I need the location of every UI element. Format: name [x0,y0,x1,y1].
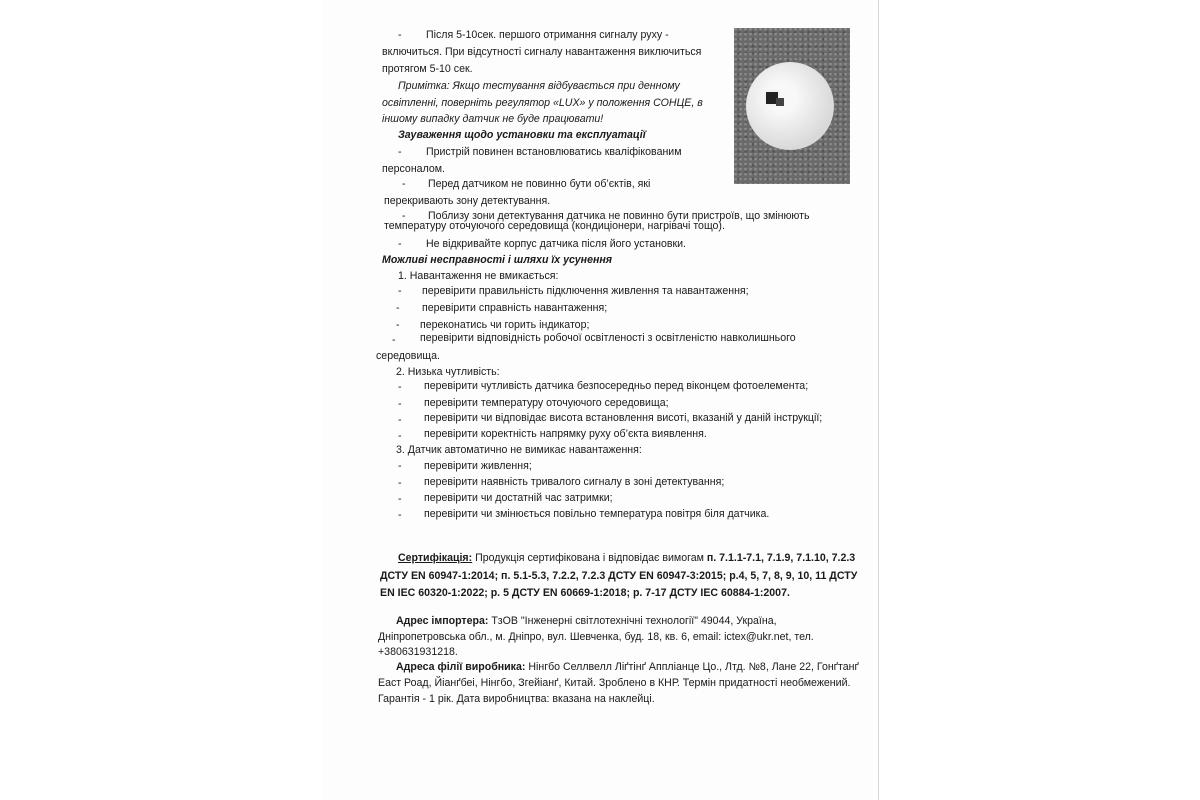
fault3-item-a: перевірити живлення; [424,460,532,472]
bullet-dash: - [398,285,402,297]
install-item3-line2: температуру оточуючого середовища (кондиціонери, нагрівачі тощо). [384,220,725,232]
fault1-item-b: перевірити справність навантаження; [422,302,608,314]
bullet-dash: - [398,414,402,426]
cert-label: Сертифікація: [398,552,473,564]
bullet-dash: - [392,334,396,346]
cert-standards: п. 7.1.1-7.1, 7.1.9, 7.1.10, 7.2.3 [706,552,856,564]
fault1-item-a: перевірити правильність підключення живлення та навантаження; [422,285,749,297]
bullet-dash: - [398,509,402,521]
cert-line1 [398,551,855,565]
fault2-title: 2. Низька чутливість: [396,366,500,378]
bullet-dash: - [398,146,402,158]
cert-line2: ДСТУ EN 60947-1:2014; п. 5.1-5.3, 7.2.2, 7.2.3 ДСТУ EN 60947-3:2015; р.4, 5, 7, 8, 9, 10, 11 ДСТУ [380,570,858,582]
sensor-photo [734,28,850,184]
fault2-item-c: перевірити чи відповідає висота встановлення висоті, вказаній у даній інструкції; [424,412,823,424]
install-heading: Зауваження щодо установки та експлуатації [398,129,646,141]
bullet-dash: - [398,398,402,410]
manufacturer-line2: Еаст Роад, Йіанґбеі, Нінгбо, Згейіанґ, Китай. Зроблено в КНР. Термін придатності необмежений. [378,677,851,689]
fault3-item-c: перевірити чи достатній час затримки; [424,492,613,504]
cert-text: Продукція сертифікована і відповідає вимогам [472,552,707,564]
importer-line3: +380631931218. [378,646,458,658]
p1-line1: Після 5-10сек. першого отримання сигналу руху - [426,29,669,41]
faults-heading: Можливі несправності і шляхи їх усунення [382,254,612,266]
manufacturer-line1 [396,660,859,674]
manufacturer-label: Адреса філії виробника: [396,661,526,673]
importer-label: Адрес імпортера: [396,615,489,627]
install-item2-line2: перекривають зону детектування. [384,195,551,207]
sensor-indicator-dot [776,98,784,106]
p1-line2: включиться. При відсутності сигналу навантаження виключиться [382,46,702,58]
fault2-item-b: перевірити температуру оточуючого середовища; [424,397,669,409]
install-item4: Не відкривайте корпус датчика після його установки. [426,238,686,250]
importer-line2: Дніпропетровська обл., м. Дніпро, вул. Шевченка, буд. 18, кв. 6, email: ictex@ukr.net, тел. [378,631,814,643]
bullet-dash: - [398,381,402,393]
fault1-item-d-line1: перевірити відповідність робочої освітленості з освітленістю навколишнього [420,332,796,344]
install-item1-line2: персоналом. [382,163,445,175]
bullet-dash: - [398,430,402,442]
importer-name: ТзОВ "Інженерні світлотехнічні технології" 49044, Україна, [488,615,777,627]
cert-line3: EN IEC 60320-1:2022; р. 5 ДСТУ EN 60669-1:2018; р. 7-17 ДСТУ IEC 60884-1:2007. [380,587,790,599]
bullet-dash: - [396,302,400,314]
manufacturer-name: Нінгбо Селлвелл Ліґтінґ Аппліанце Цо., Лтд. №8, Лане 22, Гонґтанґ [525,661,859,673]
install-item1-line1: Пристрій повинен встановлюватись кваліфікованим [426,146,682,158]
importer-line1 [396,614,777,628]
manufacturer-line3: Гарантія - 1 рік. Дата виробництва: вказана на наклейці. [378,693,655,705]
bullet-dash: - [398,238,402,250]
fault3-title: 3. Датчик автоматично не вимикає навантаження: [396,444,642,456]
install-item3-line1: Поблизу зони детектування датчика не повинно бути пристроїв, що змінюють [428,210,810,222]
note-line3: іншому випадку датчик не буде працювати! [382,113,604,125]
fault1-item-c: переконатись чи горить індикатор; [420,319,590,331]
p1-line3: протягом 5-10 сек. [382,63,473,75]
bullet-dash: - [398,29,402,41]
bullet-dash: - [398,493,402,505]
fault3-item-d: перевірити чи змінюється повільно температура повітря біля датчика. [424,508,770,520]
fault3-item-b: перевірити наявність тривалого сигналу в зоні детектування; [424,476,725,488]
fault1-item-d-line2: середовища. [376,350,440,362]
note-line2: освітленні, поверніть регулятор «LUX» у положення СОНЦЕ, в [382,97,703,109]
note-line1: Примітка: Якщо тестування відбувається при денному [398,80,680,92]
install-item2-line1: Перед датчиком не повинно бути об’єктів, які [428,178,651,190]
fault2-item-a: перевірити чутливість датчика безпосередньо перед віконцем фотоелемента; [424,380,809,392]
bullet-dash: - [402,210,406,222]
bullet-dash: - [398,477,402,489]
fault2-item-d: перевірити коректність напрямку руху об’єкта виявлення. [424,428,707,440]
fault1-title: 1. Навантаження не вмикається: [398,270,559,282]
sensor-lens-disc [746,62,834,150]
bullet-dash: - [398,460,402,472]
bullet-dash: - [402,178,406,190]
bullet-dash: - [396,319,400,331]
